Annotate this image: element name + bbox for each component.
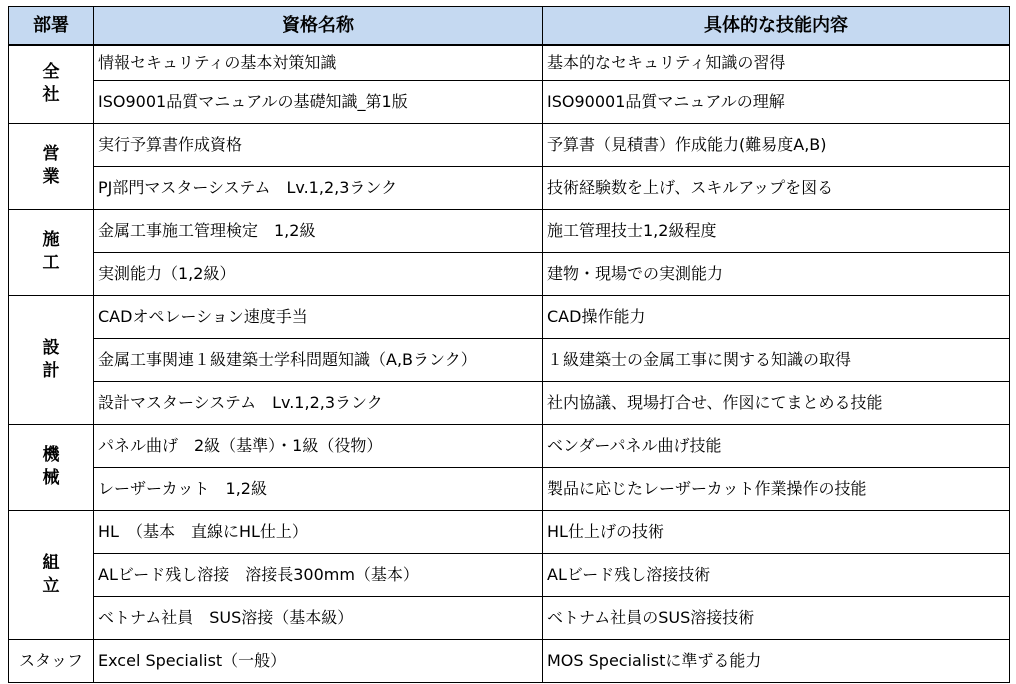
skill-content-cell: ALビード残し溶接技術 (543, 553, 1010, 596)
skill-content-cell: MOS Specialistに準ずる能力 (543, 639, 1010, 682)
department-label: スタッフ (18, 650, 83, 670)
table-row (9, 45, 1010, 80)
table-row (9, 381, 1010, 424)
qualification-cell: 実測能力（1,2級） (94, 252, 543, 295)
skill-content-cell: 社内協議、現場打合せ、作図にてまとめる技能 (543, 381, 1010, 424)
skill-content-cell: 施工管理技士1,2級程度 (543, 209, 1010, 252)
skill-content-cell: 予算書（見積書）作成能力(難易度A,B) (543, 123, 1010, 166)
qualification-cell: パネル曲げ 2級（基準）・1級（役物） (94, 424, 543, 467)
qualification-cell: 設計マスターシステム Lv.1,2,3ランク (94, 381, 543, 424)
table-body (9, 45, 1010, 682)
department-cell (9, 424, 94, 510)
table-row (9, 209, 1010, 252)
qualification-cell: Excel Specialist（一般） (94, 639, 543, 682)
table-row (9, 553, 1010, 596)
skill-content-cell: HL仕上げの技術 (543, 510, 1010, 553)
skill-content-cell: 製品に応じたレーザーカット作業操作の技能 (543, 467, 1010, 510)
skill-content-cell: ベトナム社員のSUS溶接技術 (543, 596, 1010, 639)
department-label: 施工 (42, 230, 60, 273)
qualification-cell: CADオペレーション速度手当 (94, 295, 543, 338)
skill-content-cell: 基本的なセキュリティ知識の習得 (543, 45, 1010, 80)
table-row (9, 123, 1010, 166)
department-label: 組立 (42, 552, 60, 596)
skill-content-cell: ISO90001品質マニュアルの理解 (543, 80, 1010, 123)
skills-table (8, 6, 1010, 683)
skill-content-cell: CAD操作能力 (543, 295, 1010, 338)
department-cell (9, 209, 94, 295)
department-cell (9, 45, 94, 123)
table-row (9, 295, 1010, 338)
skill-content-cell: 技術経験数を上げ、スキルアップを図る (543, 166, 1010, 209)
qualification-cell: 金属工事関連１級建築士学科問題知識（A,Bランク） (94, 338, 543, 381)
table-row (9, 424, 1010, 467)
department-cell (9, 639, 94, 682)
table-row (9, 596, 1010, 639)
qualification-cell: 実行予算書作成資格 (94, 123, 543, 166)
department-cell (9, 510, 94, 639)
qualification-cell: PJ部門マスターシステム Lv.1,2,3ランク (94, 166, 543, 209)
table-row (9, 510, 1010, 553)
table-row (9, 338, 1010, 381)
header-row (9, 7, 1010, 46)
department-cell (9, 295, 94, 424)
table-row (9, 80, 1010, 123)
header-department: 部署 (9, 7, 94, 46)
header-qualification-name: 資格名称 (94, 7, 543, 46)
table-header (9, 7, 1010, 46)
department-label: 全社 (42, 62, 60, 106)
skill-content-cell: ベンダーパネル曲げ技能 (543, 424, 1010, 467)
table-row (9, 166, 1010, 209)
qualification-cell: 金属工事施工管理検定 1,2級 (94, 209, 543, 252)
department-label: 設計 (42, 337, 60, 381)
skill-content-cell: 建物・現場での実測能力 (543, 252, 1010, 295)
table-row (9, 252, 1010, 295)
department-cell (9, 123, 94, 209)
qualification-cell: ベトナム社員 SUS溶接（基本級） (94, 596, 543, 639)
table-row (9, 639, 1010, 682)
qualification-cell: レーザーカット 1,2級 (94, 467, 543, 510)
department-label: 営業 (42, 144, 60, 187)
skill-content-cell: １級建築士の金属工事に関する知識の取得 (543, 338, 1010, 381)
qualification-cell: ALビード残し溶接 溶接長300mm（基本） (94, 553, 543, 596)
qualification-cell: 情報セキュリティの基本対策知識 (94, 45, 543, 80)
table-row (9, 467, 1010, 510)
department-label: 機械 (42, 445, 60, 488)
qualification-cell: HL （基本 直線にHL仕上） (94, 510, 543, 553)
qualification-cell: ISO9001品質マニュアルの基礎知識_第1版 (94, 80, 543, 123)
header-skill-content: 具体的な技能内容 (543, 7, 1010, 46)
